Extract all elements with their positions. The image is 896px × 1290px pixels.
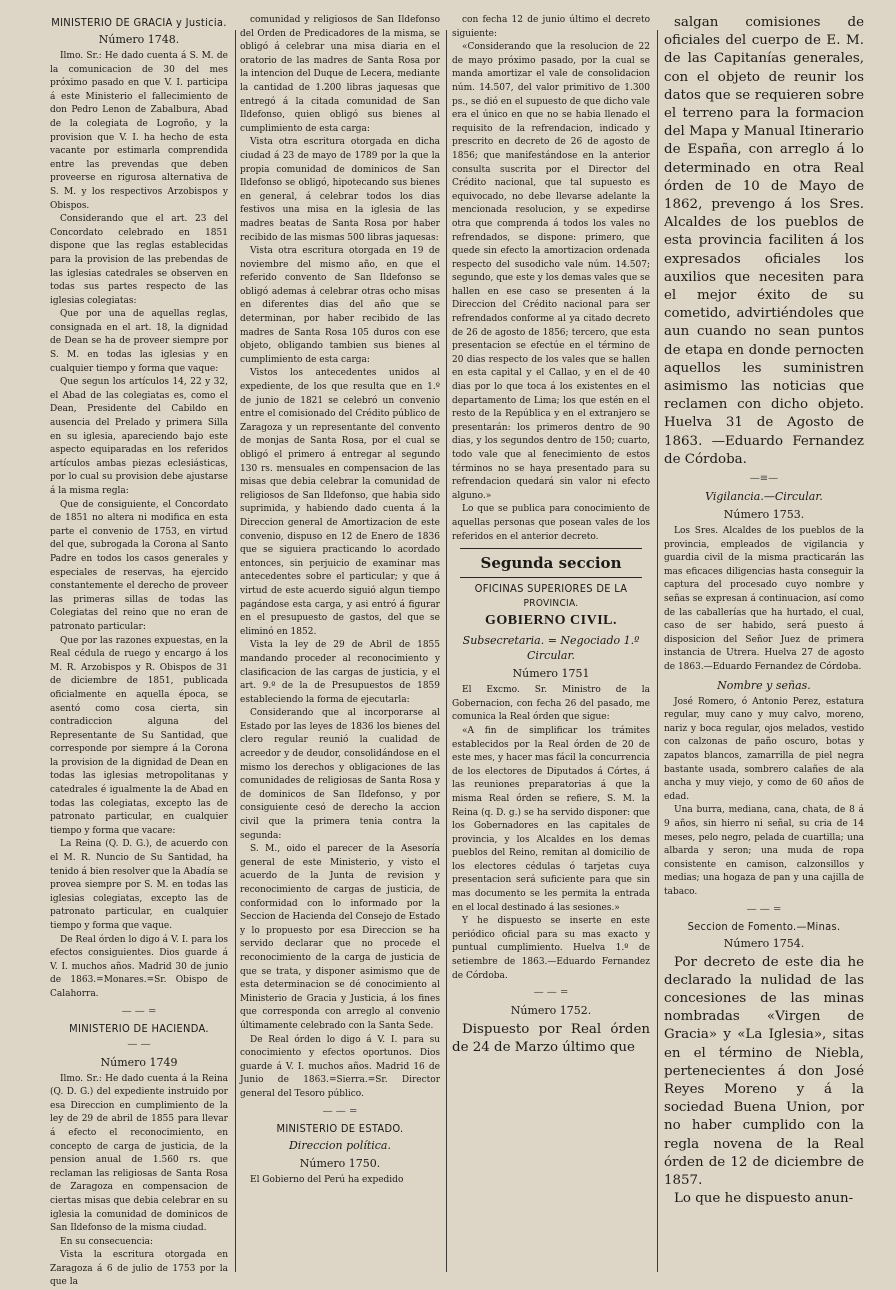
item-number: Número 1752. — [510, 1004, 592, 1018]
subsection-title: Subsecretaria. = Negociado 1.º Circular. — [462, 634, 640, 663]
article-body — [50, 50, 228, 1002]
office-heading-sub: PROVINCIA. — [523, 598, 579, 610]
column-2 — [240, 14, 440, 1276]
separator-ornament: —≡— — [749, 473, 779, 485]
paragraph: S. M., oido el parecer de la Asesoría general de este Ministerio, y visto el acuerdo de la Junta de revision y reconocimiento de cargas de justicia, de conformidad con lo informado por la Seccion de Hacienda del Consejo de Estado y lo propuesto por esa Direccion se ha servido declarar que no procede el reconocimiento de la carga de justicia de que se trata, y disponer asimismo que de esta determinacion se dé conocimiento al Ministerio de Gracia y Justicia, á los fines que corresponda con arreglo al convenio últimamente celebrado con la Santa Sede. — [240, 844, 440, 1031]
item-number: Número 1751 — [512, 667, 590, 681]
paragraph: Lo que he dispuesto anun- — [674, 1191, 854, 1207]
separator-ornament: — — = — [746, 903, 782, 915]
ministry-heading: MINISTERIO DE ESTADO. — [276, 1121, 404, 1135]
paragraph: Lo que se publica para conocimiento de aquellas personas que posean vales de los referidos en el anterior decreto. — [452, 504, 650, 542]
article-body — [664, 525, 864, 675]
section-title: Segunda seccion — [480, 554, 622, 573]
column-rule — [235, 30, 236, 1272]
article-body — [452, 684, 650, 983]
paragraph: De Real órden lo digo á V. I. para su conocimiento y efectos oportunos. Dios guarde á V. I. muchos años. Madrid 16 de Junio de 1863.=Sierra.=Sr. Director general del Tesoro público. — [240, 1034, 440, 1099]
section-divider — [460, 577, 642, 578]
article-body — [452, 1021, 650, 1057]
section-heading: Seccion de Fomento.—Minas. — [687, 919, 841, 933]
item-number: Número 1754. — [723, 936, 805, 950]
separator-ornament: — — = — [322, 1105, 358, 1117]
paragraph: Dispuesto por Real órden de 24 de Marzo último que — [452, 1022, 650, 1056]
subsection-title: Nombre y señas. — [717, 678, 811, 692]
article-body — [240, 14, 440, 1102]
paragraph: Que de consiguiente, el Concordato de 1851 no altera ni modifica en esta parte el convenio de 1753, en virtud del que, subrogada la Corona al Santo Padre en todos los casos generales y especiales de reservas, ha ejercido constantemente el derecho de proveer las primeras sillas de todas las Colegiatas del reino que no eran de patronato particular: — [50, 499, 228, 632]
paragraph: En su consecuencia: — [60, 1236, 153, 1247]
paragraph: Que segun los artículos 14, 22 y 32, el Abad de las colegiatas es, como el Dean, Presidente del Cabildo en ausencia del Prelado y primera Silla en su iglesia, apareciendo bajo este aspecto equiparadas en los referidos artículos ambas piezas eclesiásticas, por lo cual su provision debe ajustarse á la misma regla: — [50, 377, 228, 496]
item-number: Número 1749 — [100, 1055, 178, 1069]
paragraph: Ilmo. Sr.: He dado cuenta á la Reina (Q. D. G.) del expediente instruido por esa Direccion en cumplimiento de la ley de 29 de abril de 1855 para llevar á efecto el reconocimiento, en concepto de carga de justicia, de la pension anual de 1.560 rs. que reclaman las religiosas de Santa Rosa de Zaragoza en compensacion de ciertas misas que debia celebrar en su iglesia la comunidad de dominicos de San Ildefonso de la misma ciudad. — [50, 1073, 228, 1234]
column-1 — [50, 14, 228, 1288]
paragraph: Considerando que al incorporarse al Estado por las leyes de 1836 los bienes del clero regular reunió la cualidad de acreedor y de deudor, consolidándose en el mismo los derechos y obligaciones de las comunidades de religiosas de Santa Rosa y de dominicos de San Ildefonso, y por consiguiente cesó de derecho la accion civil que la primera tenia contra la segunda: — [240, 708, 440, 841]
article-body — [664, 696, 864, 900]
item-number: Número 1748. — [98, 33, 180, 46]
ministry-heading: MINISTERIO DE HACIENDA. — [69, 1021, 209, 1035]
paragraph: «A fin de simplificar los trámites establecidos por la Real órden de 20 de este mes, y hacer mas fácil la concurrencia de los electores de Diputados á Córtes, á las reuniones preparatorias á que la misma Real órden se refiere, S. M. la Reina (q. D. g.) se ha servido disponer: que los Gobernadores en las capitales de provincia, y los Alcaldes en los demas pueblos del Reino, remitan al domicilio de los electores cédulas ó tarjetas cuya presentacion será suficiente para que sin mas documento se les permita la entrada en el local destinado á las sesiones.» — [452, 725, 650, 913]
paragraph: salgan comisiones de oficiales del cuerpo de E. M. de las Capitanías generales, con el objeto de reunir los datos que se requieren sobre el terreno para la formacion del Mapa y Manual Itinerario de España, con arreglo á lo determinado en otra Real órden de 10 de Mayo de 1862, prevengo á los Sres. Alcaldes de los pueblos de esta provincia faciliten á los expresados oficiales los auxilios que necesiten para el mejor éxito de su cometido, advirtiéndoles que aun cuando no sean puntos de etapa en donde pernocten aquellos les suministren asimismo las noticias que reclamen con dicho objeto. Huelva 31 de Agosto de 1863. —Eduardo Fernandez de Córdoba. — [664, 15, 864, 467]
paragraph: La Reina (Q. D. G.), de acuerdo con el M. R. Nuncio de Su Santidad, ha tenido á bien resolver que la Abadía se provea siempre por S. M. en todas las iglesias colegiatas, excepto las de patronato particular, en cualquier tiempo y forma que vaque. — [50, 839, 228, 931]
subsection-title: Direccion política. — [288, 1138, 391, 1152]
paragraph: El Gobierno del Perú ha expedido — [250, 1174, 404, 1185]
paragraph: comunidad y religiosos de San Ildefonso del Orden de Predicadores de la misma, se obligó á celebrar una misa diaria en el oratorio de las madres de Santa Rosa por la intencion del Duque de Lecera, mediante la cantidad de 1.200 libras jaquesas que entregó á la citada comunidad de San Ildefonso, quien obligó sus bienes al cumplimiento de esta carga: — [240, 15, 440, 134]
subsection-title: Vigilancia.—Circular. — [705, 490, 823, 504]
article-body — [664, 14, 864, 469]
paragraph: «Considerando que la resolucion de 22 de mayo próximo pasado, por la cual se manda amortizar el vale de consolidacion núm. 14.507, del valor primitivo de 1.300 ps., se dió en el supuesto de que dicho vale era el único en que no se habia llenado el requisito de la refrendacion, indicado y prescrito en decreto de 26 de agosto de 1856; que manifestándose en la anterior consulta suscrita por el Director del Crédito nacional, que tal supuesto es equivocado, no debe llevarse adelante la mencionada resolucion, y se expedirse otra que comprenda á todos los vales no refrendados, se dispone: primero, que quede sin efecto la amortizacion ordenada respecto del susodicho vale núm. 14.507; segundo, que este y los demas vales que se hallen en ese caso se presenten á la Direccion del Crédito nacional para ser refrendados conforme al ya citado decreto de 26 de agosto de 1856; tercero, que esta presentacion se efectúe en el término de 20 dias respecto de los vales que se hallen en esta capital y el Callao, y en el de 40 dias por lo que toca á los existentes en el departamento de Lima; los que estén en el resto de la República y en el extranjero se presentarán: los primeros dentro de 90 dias, y los segundos dentro de 150; cuarto, todo vale que al fenecimiento de estos términos no se haya presentado para su refrendacion quedará sin valor ni efecto alguno.» — [452, 42, 650, 501]
paragraph: Ilmo. Sr.: He dado cuenta á S. M. de la comunicacion de 30 del mes próximo pasado en que V. I. participa á este Ministerio el fallecimiento de don Pedro Lenon de Zabalbura, Abad de la colegiata de Logroño, y la provision que V. I. ha hecho de esta vacante por estimarla comprendida entre las prevendas que deben proveerse en rigurosa alternativa de S. M. y los respectivos Arzobispos y Obispos. — [50, 51, 228, 211]
ministry-heading: MINISTERIO DE GRACIA y Justicia. — [51, 16, 227, 29]
article-body — [240, 1174, 440, 1188]
paragraph: Considerando que el art. 23 del Concordato celebrado en 1851 dispone que las reglas establecidas para la provision de las prebendas de las iglesias catedrales se observen en todas sus partes respecto de las iglesias colegiatas: — [50, 214, 228, 306]
office-heading: OFICINAS SUPERIORES DE LA — [474, 582, 628, 596]
paragraph: Los Sres. Alcaldes de los pueblos de la provincia, empleados de vigilancia y guardia civil de la misma practicarán las mas eficaces diligencias hasta conseguir la captura del procesado cuyo nombre y señas se expresan á continuacion, así como de las caballerías que ha hurtado, el cual, caso de ser habido, será puesto á disposicion del Señor Juez de primera instancia de Utrera. Huelva 27 de agosto de 1863.—Eduardo Fernandez de Córdoba. — [664, 526, 864, 673]
paragraph: El Excmo. Sr. Ministro de la Gobernacion, con fecha 26 del pasado, me comunica la Real órden que sigue: — [452, 685, 650, 723]
column-rule — [446, 30, 447, 1272]
section-divider — [460, 548, 642, 549]
paragraph: Vistos los antecedentes unidos al expediente, de los que resulta que en 1.º de junio de 1821 se celebró un convenio entre el comisionado del Crédito público de Zaragoza y un representante del convento de monjas de Santa Rosa, por el cual se obligó el primero á entregar al segundo 130 rs. mensuales en compensacion de las misas que debia celebrar la comunidad de religiosos de San Ildefonso, que habia sido suprimida, y habiendo dado cuenta á la Direccion general de Amortizacion de este convenio, dispuso en 12 de Enero de 1836 que se siguiera practicando lo acordado entonces, sin perjuicio de examinar mas antecedentes sobre el particular; y que á virtud de este acuerdo siguió algun tiempo pagándose esta carga, y asi entró á figurar en el presupuesto de gastos, del que se eliminó en 1852. — [240, 368, 440, 637]
separator-ornament: — — = — [121, 1005, 157, 1017]
column-4 — [664, 14, 864, 1276]
paragraph: Que por una de aquellas reglas, consignada en el art. 18, la dignidad de Dean se ha de proveer siempre por S. M. en todas las iglesias y en cualquier tiempo y forma que vaque: — [50, 309, 228, 374]
paragraph: Que por las razones expuestas, en la Real cédula de ruego y encargo á los M. R. Arzobispos y R. Obispos de 31 de diciembre de 1851, publicada oficialmente en aquella época, se asentó como cosa cierta, sin contradiccion alguna del Representante de Su Santidad, que corresponde por siempre á la Corona la provision de la dignidad de Dean en todas las iglesias metropolitanas y catedrales é igualmente la de Abad en todas las colegiatas, excepto las de patronato particular, en cualquier tiempo y forma que vacare: — [50, 635, 228, 836]
separator-ornament: — — = — [533, 987, 569, 999]
article-body — [50, 1073, 228, 1290]
paragraph: Vista otra escritura otorgada en 19 de noviembre del mismo año, en que el referido convento de San Ildefonso se obligó ademas á celebrar otras ocho misas en diferentes dias del año que se determinan, por haber recibido de las madres de Santa Rosa 105 duros con ese objeto, obligando tambien sus bienes al cumplimiento de esta carga: — [240, 246, 440, 365]
column-rule — [657, 30, 658, 1272]
gobierno-heading: GOBIERNO CIVIL. — [485, 613, 617, 629]
paragraph: Una burra, mediana, cana, chata, de 8 á 9 años, sin hierro ni señal, su cria de 14 meses, pelo negro, pelada de cuartilla; una albarda y seron; una muda de ropa consistente en camison, calzonsillos y medias; una hogaza de pan y una cajilla de tabaco. — [664, 805, 864, 897]
paragraph: De Real órden lo digo á V. I. para los efectos consiguientes. Dios guarde á V. I. muchos años. Madrid 30 de junio de 1863.=Monares.=Sr. Obispo de Calahorra. — [50, 934, 228, 999]
item-number: Número 1753. — [723, 508, 805, 522]
paragraph: Vista otra escritura otorgada en dicha ciudad á 23 de mayo de 1789 por la que la propia comunidad de dominicos de San Ildefonso se obligó, hipotecando sus bienes en general, á celebrar todos los dias festivos una misa en la iglesia de las madres beatas de Santa Rosa por haber recibido de las mismas 500 libras jaquesas: — [240, 137, 440, 243]
paragraph: Vista la escritura otorgada en Zaragoza á 6 de julio de 1753 por la que la — [50, 1250, 228, 1288]
paragraph: con fecha 12 de junio último el decreto siguiente: — [452, 15, 650, 39]
article-body — [664, 954, 864, 1209]
separator-ornament: — — — [127, 1038, 151, 1050]
item-number: Número 1750. — [299, 1156, 381, 1170]
paragraph: Por decreto de este dia he declarado la nulidad de las concesiones de las minas nombradas «Virgen de Gracia» y «La Iglesia», sitas en el término de Niebla, pertenecientes á don José Reyes Moreno y á la sociedad Buena Union, por no haber cumplido con la regla novena de la Real órden de 12 de diciembre de 1857. — [664, 954, 864, 1188]
paragraph: José Romero, ó Antonio Perez, estatura regular, muy cano y muy calvo, moreno, nariz y boca regular, ojos melados, vestido con calzonas de paño oscuro, botas y zapatos blancos, zamarrilla de piel negra bastante usada, sombrero calañes de ala ancha y muy viejo, y como de 60 años de edad. — [664, 696, 864, 802]
paragraph: Y he dispuesto se inserte en este periódico oficial para su mas exacto y puntual cumplimiento. Huelva 1.º de setiembre de 1863.—Eduardo Fernandez de Córdoba. — [452, 916, 650, 981]
column-3 — [452, 14, 650, 1276]
paragraph: Vista la ley de 29 de Abril de 1855 mandando proceder al reconocimiento y clasificacion de las cargas de justicia, y el art. 9.º de la de Presupuestos de 1859 estableciendo la forma de ejecutarla: — [240, 640, 440, 705]
article-body — [452, 14, 650, 544]
